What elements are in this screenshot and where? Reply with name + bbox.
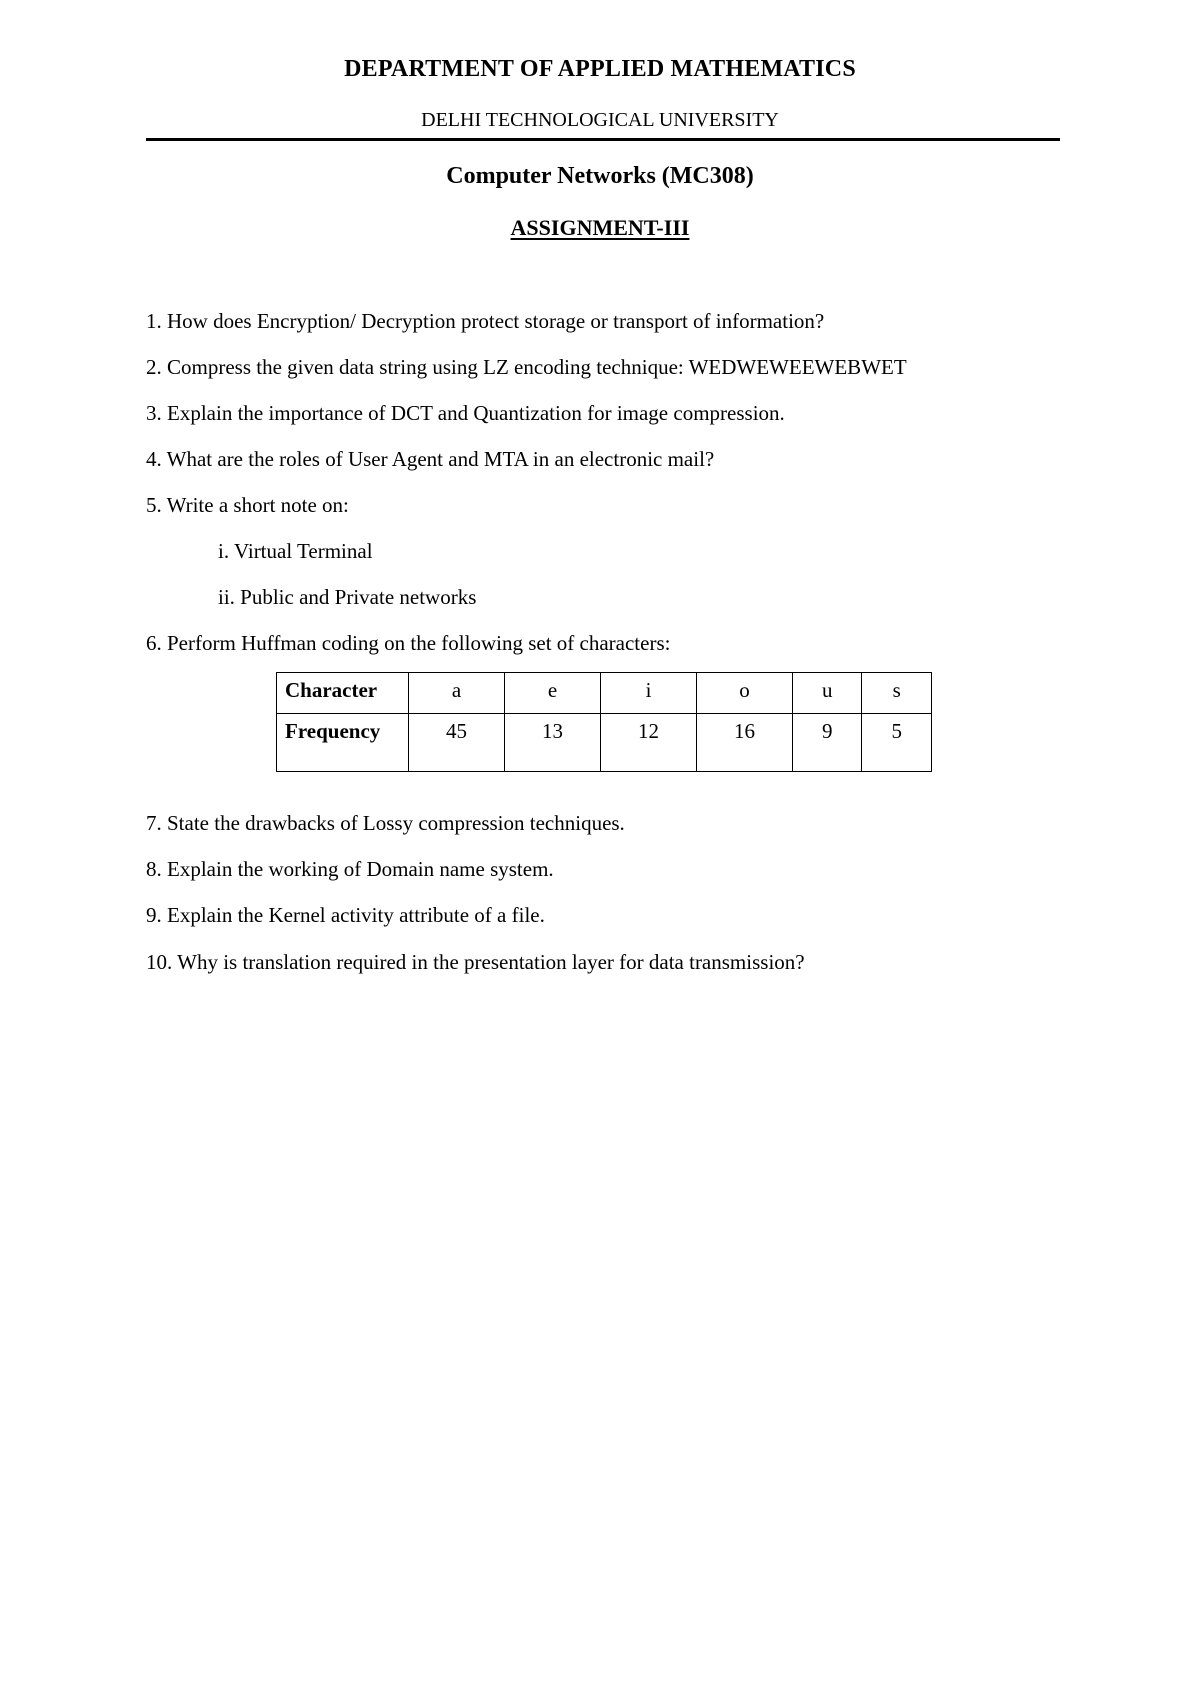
assignment-title: ASSIGNMENT-III [510,215,690,240]
freq-cell-a: 45 [409,714,505,772]
char-cell-o: o [697,673,793,714]
freq-cell-i: 12 [601,714,697,772]
header-divider [146,138,1060,141]
char-cell-i: i [601,673,697,714]
university-heading: DELHI TECHNOLOGICAL UNIVERSITY [421,109,779,131]
freq-cell-o: 16 [697,714,793,772]
question-7: 7. State the drawbacks of Lossy compression techniques. [146,811,625,835]
char-cell-e: e [505,673,601,714]
question-10: 10. Why is translation required in the presentation layer for data transmission? [146,950,805,974]
question-5-item-ii: ii. Public and Private networks [218,585,477,609]
freq-cell-u: 9 [793,714,862,772]
huffman-table [276,672,932,772]
character-header: Character [277,673,409,714]
char-cell-a: a [409,673,505,714]
frequency-header: Frequency [277,714,409,772]
question-5-item-i: i. Virtual Terminal [218,539,373,563]
question-6: 6. Perform Huffman coding on the following set of characters: [146,631,671,655]
course-title: Computer Networks (MC308) [446,163,754,189]
freq-cell-e: 13 [505,714,601,772]
question-1: 1. How does Encryption/ Decryption protect storage or transport of information? [146,309,825,333]
question-3: 3. Explain the importance of DCT and Quantization for image compression. [146,401,785,425]
frequency-row [277,714,932,772]
char-cell-s: s [862,673,932,714]
question-2: 2. Compress the given data string using LZ encoding technique: WEDWEWEEWEBWET [146,355,907,379]
question-8: 8. Explain the working of Domain name system. [146,857,554,881]
question-9: 9. Explain the Kernel activity attribute of a file. [146,903,545,927]
question-4: 4. What are the roles of User Agent and MTA in an electronic mail? [146,447,715,471]
question-5: 5. Write a short note on: [146,493,349,517]
freq-cell-s: 5 [862,714,932,772]
department-heading: DEPARTMENT OF APPLIED MATHEMATICS [344,56,856,82]
character-row [277,673,932,714]
char-cell-u: u [793,673,862,714]
